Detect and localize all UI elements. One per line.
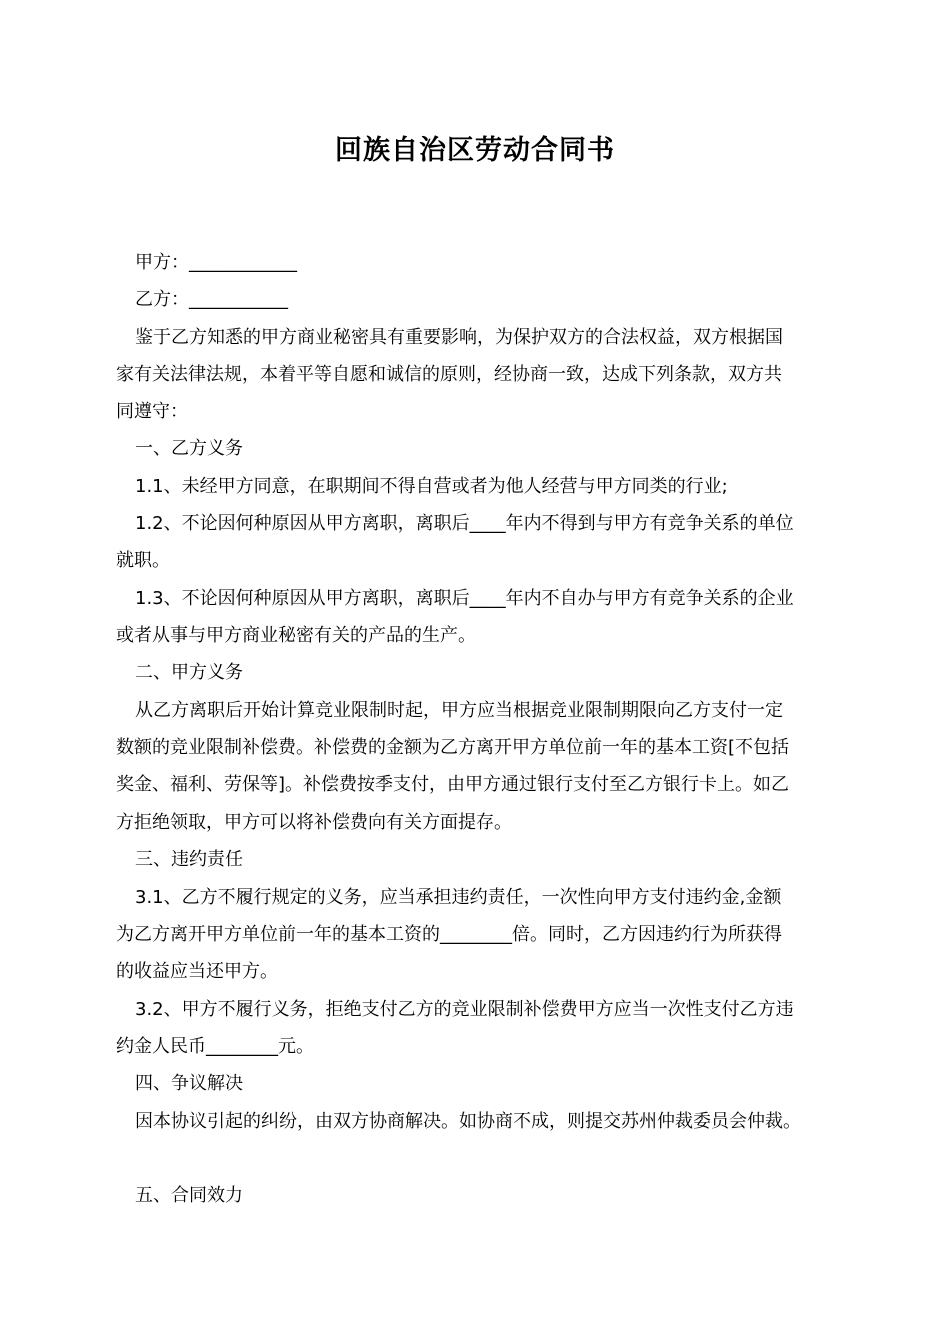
preamble-line-3: 同遵守：: [116, 401, 188, 422]
section-4-line-1: 因本协议引起的纠纷，由双方协商解决。如协商不成，则提交苏州仲裁委员会仲裁。: [135, 1111, 801, 1132]
clause-1-3-line-1: 1.3、不论因何种原因从甲方离职，离职后____年内不自办与甲方有竞争关系的企业: [135, 588, 794, 609]
clause-1-3-line-2: 或者从事与甲方商业秘密有关的产品的生产。: [116, 625, 476, 646]
clause-3-1-line-1: 3.1、乙方不履行规定的义务，应当承担违约责任，一次性向甲方支付违约金,金额: [135, 887, 782, 908]
party-b-line: 乙方：___________: [135, 289, 288, 310]
section-2-line-1: 从乙方离职后开始计算竞业限制时起，甲方应当根据竞业限制期限向乙方支付一定: [135, 700, 783, 721]
section-2-line-2: 数额的竞业限制补偿费。补偿费的金额为乙方离开甲方单位前一年的基本工资[不包括: [116, 737, 790, 758]
section-2-heading: 二、甲方义务: [135, 662, 243, 683]
clause-1-1: 1.1、未经甲方同意，在职期间不得自营或者为他人经营与甲方同类的行业;: [135, 476, 728, 497]
section-5-heading: 五、合同效力: [135, 1185, 243, 1206]
clause-3-1-line-2: 为乙方离开甲方单位前一年的基本工资的________倍。同时，乙方因违约行为所获得: [116, 924, 782, 945]
clause-1-2-line-1: 1.2、不论因何种原因从甲方离职，离职后____年内不得到与甲方有竞争关系的单位: [135, 513, 794, 534]
section-2-line-4: 方拒绝领取，甲方可以将补偿费向有关方面提存。: [116, 812, 512, 833]
section-3-heading: 三、违约责任: [135, 849, 243, 870]
clause-1-2-line-2: 就职。: [116, 550, 170, 571]
clause-3-2-line-1: 3.2、甲方不履行义务，拒绝支付乙方的竞业限制补偿费甲方应当一次性支付乙方违: [135, 999, 794, 1020]
section-2-line-3: 奖金、福利、劳保等]。补偿费按季支付，由甲方通过银行支付至乙方银行卡上。如乙: [116, 774, 790, 795]
section-1-heading: 一、乙方义务: [135, 438, 243, 459]
preamble-line-1: 鉴于乙方知悉的甲方商业秘密具有重要影响，为保护双方的合法权益，双方根据国: [135, 327, 783, 348]
clause-3-2-line-2: 约金人民币________元。: [116, 1036, 314, 1057]
party-a-line: 甲方：____________: [135, 252, 297, 273]
section-4-heading: 四、争议解决: [135, 1073, 243, 1094]
preamble-line-2: 家有关法律法规，本着平等自愿和诚信的原则，经协商一致，达成下列条款，双方共: [116, 364, 782, 385]
document-title: 回族自治区劳动合同书: [335, 135, 615, 166]
clause-3-1-line-3: 的收益应当还甲方。: [116, 961, 278, 982]
